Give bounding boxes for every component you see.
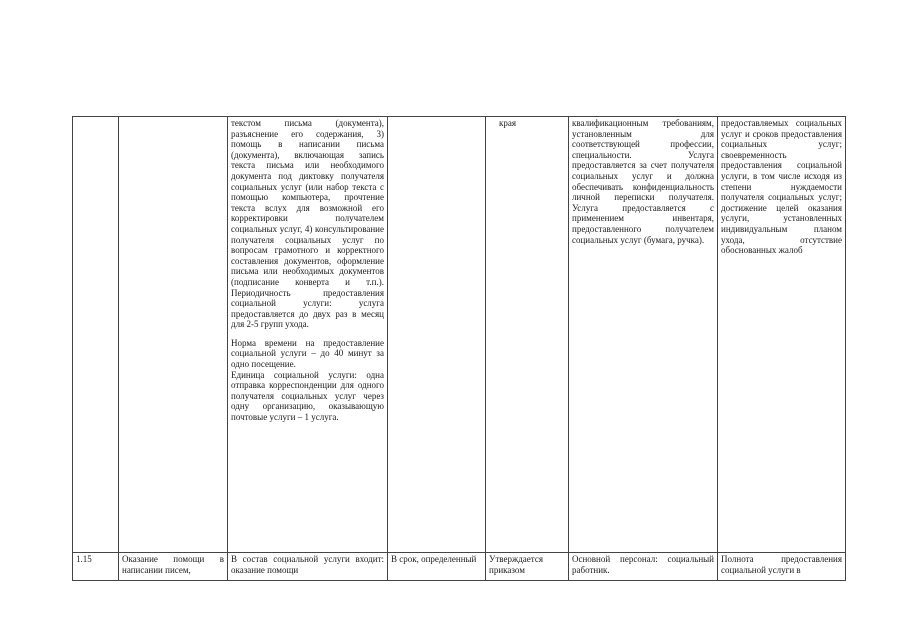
cell-tariff: Утверждается приказом	[486, 553, 569, 581]
table-row	[73, 117, 846, 553]
cell-service-content: В состав социальной услуги входит: оказание помощи	[228, 553, 388, 581]
cell-number: 1.15	[73, 553, 119, 581]
cell-quality: предоставляемых социальных услуг и сроков предоставления социальных услуг; своевременность предоставления социальной услуги, в том числе исходя из степени нуждаемости получателя социальных услуг; достижение целей оказания услуги, установленных индивидуальным планом ухода, отсутствие обоснованных жалоб	[718, 117, 846, 553]
cell-number	[73, 117, 119, 553]
cell-conditions: квалификационным требованиям, установленным для соответствующей профессии, специальности. Услуга предоставляется за счет получателя социальных услуг и должна обеспечивать конфиденциальность личной переписки получателя. Услуга предоставляется с применением инвентаря, предоставленного получателем социальных услуг (бумага, ручка).	[569, 117, 718, 553]
cell-tariff	[486, 117, 569, 553]
cell-conditions: Основной персонал: социальный работник.	[569, 553, 718, 581]
cell-service-name	[119, 117, 228, 553]
services-table	[72, 116, 846, 581]
cell-quality: Полнота предоставления социальной услуги в	[718, 553, 846, 581]
cell-term	[388, 117, 486, 553]
tariff-text: края	[499, 118, 517, 128]
cell-service-name: Оказание помощи в написании писем,	[119, 553, 228, 581]
cell-term: В срок, определенный	[388, 553, 486, 581]
content-paragraph: текстом письма (документа), разъяснение его содержания, 3) помощь в написании письма (документа), включающая запись текста письма или необходимого документа под диктовку получателя социальных услуг (или набор текста с помощью компьютера, прочтение текста вслух для возможной его корректировки получателем социальных услуг, 4) консультирование получателя социальных услуг по вопросам грамотного и корректного составления документов, оформление письма или необходимых документов (подписание конверта и т.п.). Периодичность предоставления социальной услуги: услуга предоставляется до двух раз в месяц для 2-5 групп ухода.	[231, 118, 384, 330]
cell-service-content	[228, 117, 388, 553]
content-paragraph: Единица социальной услуги: одна отправка корреспонденции для одного получателя социальных услуг через одну организацию, оказывающую почтовые услуги – 1 услуга.	[231, 369, 384, 423]
table-row	[73, 553, 846, 581]
content-paragraph: Норма времени на предоставление социальной услуги – до 40 минут за одно посещение.	[231, 337, 384, 370]
